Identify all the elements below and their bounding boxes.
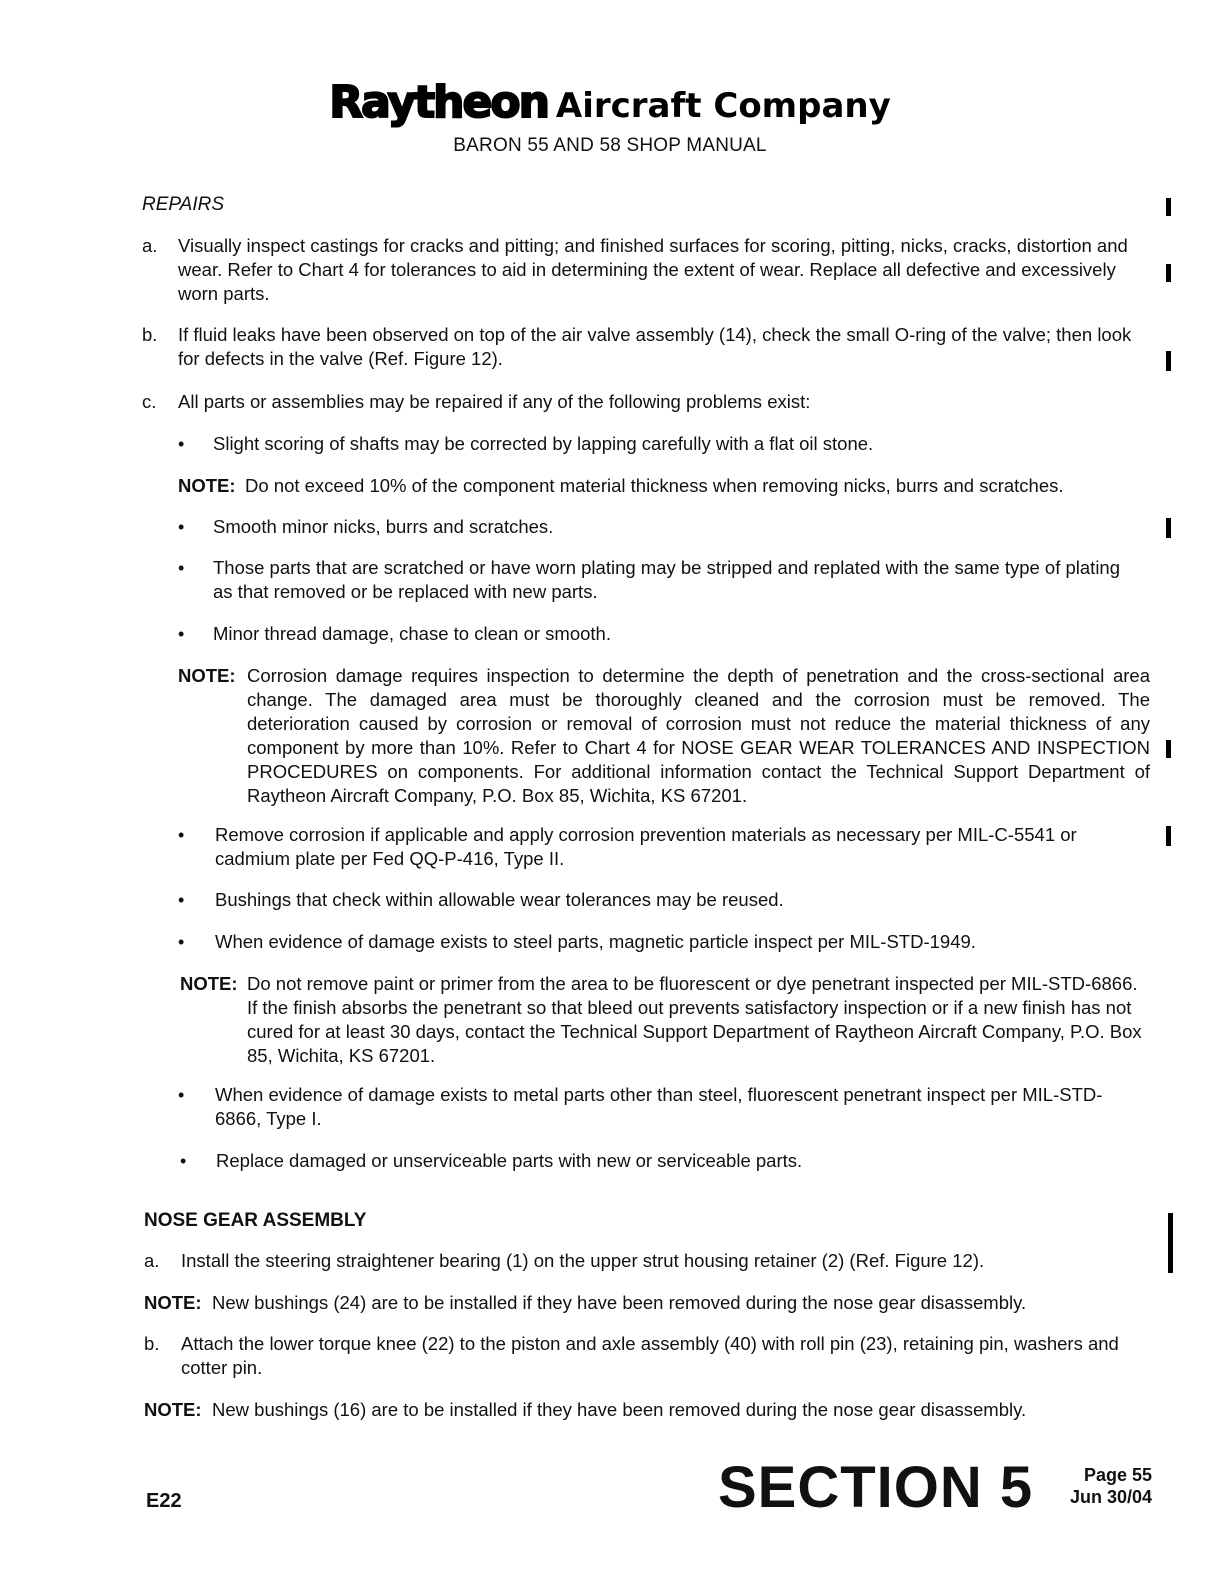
note-label: NOTE: xyxy=(178,475,236,496)
nose-gear-item-a-text: Install the steering straightener bearing (1) on the upper strut housing retainer (2) (Ref. Figure 12). xyxy=(181,1250,985,1271)
bullet-item: Remove corrosion if applicable and apply corrosion prevention materials as necessary per MIL-C-5541 or cadmium plate per Fed QQ-P-416, Type II. xyxy=(215,824,1077,869)
footer-code: E22 xyxy=(146,1490,182,1512)
revision-bar xyxy=(1166,826,1171,846)
bullet-item: Bushings that check within allowable wear tolerances may be reused. xyxy=(215,889,784,910)
bullet-dot: • xyxy=(180,1151,187,1171)
revision-bar xyxy=(1166,264,1171,282)
nose-gear-item-b-text: Attach the lower torque knee (22) to the piston and axle assembly (40) with roll pin (23), retaining pin, washers and cotter pin. xyxy=(181,1333,1119,1378)
revision-bar xyxy=(1166,518,1171,538)
brand-rest: Aircraft Company xyxy=(555,86,891,126)
bullet-dot: • xyxy=(178,890,185,910)
bullet-item: Smooth minor nicks, burrs and scratches. xyxy=(213,516,554,537)
bullet-item: Minor thread damage, chase to clean or smooth. xyxy=(213,623,611,644)
repairs-item-c-label: c. xyxy=(142,391,157,412)
note-label: NOTE: xyxy=(144,1399,202,1420)
note-text: Do not exceed 10% of the component material thickness when removing nicks, burrs and scratches. xyxy=(245,475,1064,496)
bullet-dot: • xyxy=(178,558,185,578)
footer-page-info xyxy=(1040,1464,1152,1508)
note-text: New bushings (16) are to be installed if they have been removed during the nose gear disassembly. xyxy=(212,1399,1027,1420)
bullet-dot: • xyxy=(178,434,185,454)
note-text: Corrosion damage requires inspection to determine the depth of penetration and the cross-sectional area change. The damaged area must be thoroughly cleaned and the corrosion must be removed. The deterioration caused by corrosion or removal of corrosion must not reduce the material thickness of any component by more than 10%. Refer to Chart 4 for NOSE GEAR WEAR TOLERANCES AND INSPECTION PROCEDURES on components. For additional information contact the Technical Support Department of Raytheon Aircraft Company, P.O. Box 85, Wichita, KS 67201. xyxy=(247,665,1150,806)
nose-gear-heading: NOSE GEAR ASSEMBLY xyxy=(144,1210,367,1231)
repairs-item-c-text: All parts or assemblies may be repaired if any of the following problems exist: xyxy=(178,391,811,412)
bullet-dot: • xyxy=(178,517,185,537)
bullet-item: When evidence of damage exists to steel parts, magnetic particle inspect per MIL-STD-1949. xyxy=(215,931,976,952)
bullet-item: Replace damaged or unserviceable parts with new or serviceable parts. xyxy=(216,1150,803,1171)
note-label: NOTE: xyxy=(180,973,238,994)
bullet-item: Those parts that are scratched or have worn plating may be stripped and replated with the same type of plating as that removed or be replaced with new parts. xyxy=(213,557,1121,602)
bullet-item: Slight scoring of shafts may be corrected by lapping carefully with a flat oil stone. xyxy=(213,433,874,454)
footer-date: Jun 30/04 xyxy=(1069,1487,1152,1507)
company-logo xyxy=(0,77,1220,129)
repairs-item-a-text: Visually inspect castings for cracks and pitting; and finished surfaces for scoring, pitting, nicks, cracks, distortion and wear. Refer to Chart 4 for tolerances to aid in determining the extent of wear. Replace all defective and excessively worn parts. xyxy=(178,235,1128,304)
repairs-item-b-text: If fluid leaks have been observed on top of the air valve assembly (14), check the small O-ring of the valve; then look for defects in the valve (Ref. Figure 12). xyxy=(178,324,1132,369)
revision-bar xyxy=(1166,351,1171,371)
note-label: NOTE: xyxy=(144,1292,202,1313)
bullet-dot: • xyxy=(178,825,185,845)
nose-gear-item-a-label: a. xyxy=(144,1250,160,1271)
revision-bar xyxy=(1166,740,1171,758)
footer-section: SECTION 5 xyxy=(718,1455,1034,1520)
bullet-item: When evidence of damage exists to metal parts other than steel, fluorescent penetrant inspect per MIL-STD-6866, Type I. xyxy=(215,1084,1103,1129)
bullet-dot: • xyxy=(178,624,185,644)
note-text: New bushings (24) are to be installed if they have been removed during the nose gear disassembly. xyxy=(212,1292,1027,1313)
repairs-item-b-label: b. xyxy=(142,324,158,345)
page-header xyxy=(0,77,1220,157)
brand-name: Raytheon xyxy=(329,77,548,128)
bullet-dot: • xyxy=(178,932,185,952)
revision-bar xyxy=(1168,1213,1173,1273)
footer-page-number: Page 55 xyxy=(1083,1465,1152,1485)
revision-bar xyxy=(1166,198,1171,216)
repairs-heading: REPAIRS xyxy=(142,194,225,215)
repairs-item-a-label: a. xyxy=(142,235,158,256)
note-label: NOTE: xyxy=(178,665,236,686)
nose-gear-item-b-label: b. xyxy=(144,1333,160,1354)
bullet-dot: • xyxy=(178,1085,185,1105)
manual-title: BARON 55 AND 58 SHOP MANUAL xyxy=(453,135,767,156)
note-text: Do not remove paint or primer from the area to be fluorescent or dye penetrant inspected per MIL-STD-6866. If the finish absorbs the penetrant so that bleed out prevents satisfactory inspection or if a new finish has not cured for at least 30 days, contact the Technical Support Department of Raytheon Aircraft Company, P.O. Box 85, Wichita, KS 67201. xyxy=(247,973,1142,1066)
